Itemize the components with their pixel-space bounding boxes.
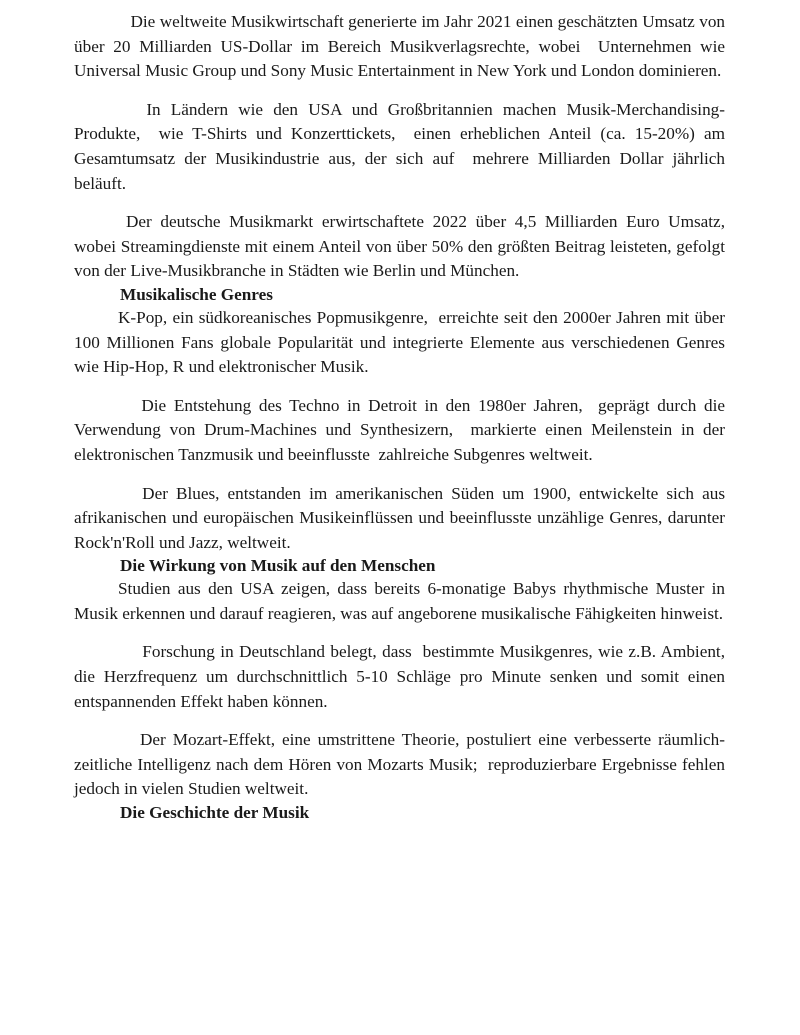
paragraph-music-publishing-revenue: Die weltweite Musikwirtschaft generierte im Jahr 2021 einen geschätzten Umsatz von über 20 Milliarden US-Dollar im Bereich Musikverlagsrechte, wobei Unternehmen wie Universal Music Group und Sony Music Entertainment in New York und London dominieren. (74, 12, 730, 81)
heading-effect-of-music: Die Wirkung von Musik auf den Menschen (120, 556, 436, 576)
paragraph-kpop: K-Pop, ein südkoreanisches Popmusikgenre, erreichte seit den 2000er Jahren mit über 100 Millionen Fans globale Popularität und integrierte Elemente aus verschiedenen Genres wie Hip-Hop, R und elektronischer Musik. (74, 307, 730, 377)
paragraph-blues: Der Blues, entstanden im amerikanischen Süden um 1900, entwickelte sich aus afrikanischen und europäischen Musikeinflüssen und beeinflusste unzählige Genres, darunter Rock'n'Roll und Jazz, weltweit. (74, 483, 730, 552)
paragraph-merchandising-share: In Ländern wie den USA und Großbritannien machen Musik-Merchandising-Produkte, wie T-Shirts und Konzerttickets, einen erheblichen Anteil (ca. 15-20%) am Gesamtumsatz der Musikindustrie aus, der sich auf mehrere Milliarden Dollar jährlich beläuft. (74, 99, 730, 193)
paragraph-heart-rate-study: Forschung in Deutschland belegt, dass bestimmte Musikgenres, wie z.B. Ambient, die Herzfrequenz um durchschnittlich 5-10 Schläge pro Minute senken und somit einen entspannenden Effekt haben können. (74, 642, 730, 711)
paragraph-techno-detroit: Die Entstehung des Techno in Detroit in den 1980er Jahren, geprägt durch die Verwendung von Drum-Machines und Synthesizern, markierte einen Meilenstein in der elektronischen Tanzmusik und beeinflusste zahlreiche Subgenres weltweit. (74, 395, 730, 464)
heading-musical-genres: Musikalische Genres (120, 284, 273, 304)
heading-history-of-music: Die Geschichte der Musik (120, 803, 310, 823)
paragraph-german-music-market: Der deutsche Musikmarkt erwirtschaftete 2022 über 4,5 Milliarden Euro Umsatz, wobei Streamingdienste mit einem Anteil von über 50% den größten Beitrag leisteten, gefolgt von der Live-Musikbranche in Städten wie Berlin und München. (74, 212, 730, 281)
document-page (74, 10, 730, 824)
paragraph-mozart-effect: Der Mozart-Effekt, eine umstrittene Theorie, postuliert eine verbesserte räumlich-zeitliche Intelligenz nach dem Hören von Mozarts Musik; reproduzierbare Ergebnisse fehlen jedoch in vielen Studien weltweit. (74, 730, 730, 799)
paragraph-babies-rhythm: Studien aus den USA zeigen, dass bereits 6-monatige Babys rhythmische Muster in Musik erkennen und darauf reagieren, was auf angeborene musikalische Fähigkeiten hinweist. (74, 579, 730, 623)
